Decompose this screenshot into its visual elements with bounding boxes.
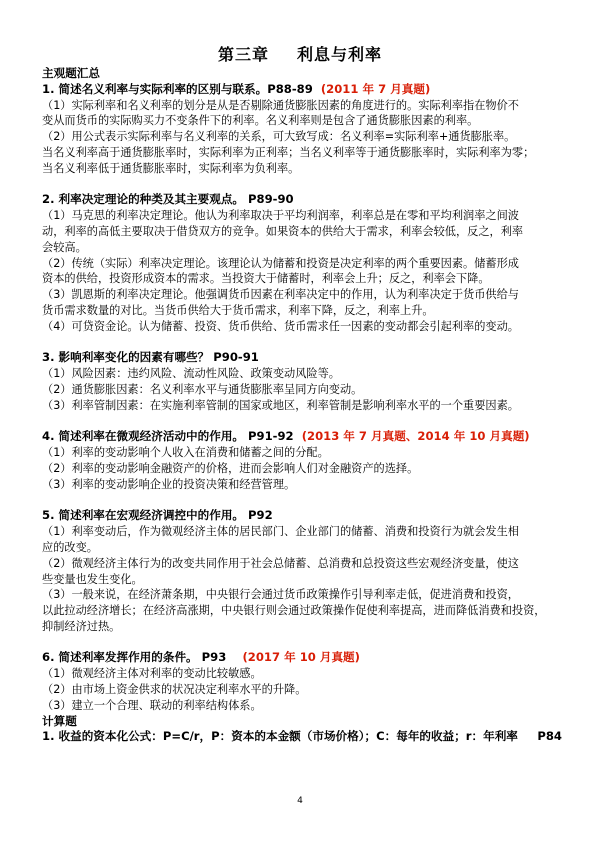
q2-line: （2）传统（实际）利率决定理论。该理论认为储蓄和投资是决定利率的两个重要因素。储蓄形成 [42, 256, 519, 270]
question-4-heading: 4. 简述利率在微观经济活动中的作用。 P91-92 (2013 年 7 月真题、2014 年 10 月真题) [42, 429, 530, 444]
q4-line: （1）利率的变动影响个人收入在消费和储蓄之间的分配。 [42, 446, 329, 460]
q6-line: （1）微观经济主体对利率的变动比较敏感。 [42, 667, 262, 681]
exam-tag: (2011 年 7 月真题) [320, 81, 431, 96]
q1-line: 变从而货币的实际购买力不变条件下的利率。名义利率则是包含了通货膨胀因素的利率。 [42, 114, 479, 128]
content [42, 66, 562, 745]
q4-line: （3）利率的变动影响企业的投资决策和经营管理。 [42, 477, 296, 491]
q5-line: 以此拉动经济增长；在经济高涨期，中央银行则会通过政策操作促使利率提高，进而降低消费和投资， [42, 604, 546, 618]
q1-line: 当名义利率低于通货膨胀率时，实际利率为负利率。 [42, 161, 300, 175]
exam-tag: (2013 年 7 月真题、2014 年 10 月真题) [301, 429, 530, 444]
q5-line: 应的改变。 [42, 540, 98, 554]
page-ref: P84 [537, 729, 562, 744]
q5-line: 些变量也发生变化。 [42, 572, 143, 586]
q2-line: 资本的供给，投资形成资本的需求。当投资大于储蓄时，利率会上升；反之，利率会下降。 [42, 272, 490, 286]
page-title [0, 42, 600, 65]
question-1-heading: 1. 简述名义利率与实际利率的区别与联系。P88-89 (2011 年 7 月真题) [42, 81, 431, 96]
q2-line: （4）可贷资金论。认为储蓄、投资、货币供给、货币需求任一因素的变动都会引起利率的变动。 [42, 319, 519, 333]
question-2-heading: 2. 利率决定理论的种类及其主要观点。 P89-90 [42, 192, 294, 207]
q5-line: （2）微观经济主体行为的改变共同作用于社会总储蓄、总消费和总投资这些宏观经济变量，使这 [42, 556, 519, 570]
question-3-heading: 3. 影响利率变化的因素有哪些？ P90-91 [42, 350, 259, 365]
q3-line: （2）通货膨胀因素：名义利率水平与通货膨胀率呈同方向变动。 [42, 382, 363, 396]
q1-line: （1）实际利率和名义利率的划分是从是否剔除通货膨胀因素的角度进行的。实际利率指在物价不 [42, 98, 519, 112]
calc-1-heading: 1. 收益的资本化公式：P=C/r，P：资本的本金额（市场价格）；C：每年的收益；r：年利率 P84 [42, 729, 562, 744]
q2-line: 货币需求数量的对比。当货币供给大于货币需求，利率下降，反之，利率上升。 [42, 303, 434, 317]
q5-line: （3）一般来说，在经济萧条期，中央银行会通过货币政策操作引导利率走低，促进消费和投资， [42, 588, 519, 602]
section-heading-calc: 计算题 [42, 713, 77, 728]
q2-line: 会较高。 [42, 240, 87, 254]
q2-line: （1）马克思的利率决定理论。他认为利率取决于平均利润率，利率总是在零和平均利润率之间波 [42, 209, 519, 223]
chapter-label: 第三章 [217, 45, 269, 64]
chapter-name: 利息与利率 [297, 45, 383, 64]
q6-line: （3）建立一个合理、联动的利率结构体系。 [42, 698, 262, 712]
question-6-heading: 6. 简述利率发挥作用的条件。 P93 (2017 年 10 月真题) [42, 650, 360, 665]
q5-line: （1）利率变动后，作为微观经济主体的居民部门、企业部门的储蓄、消费和投资行为就会发生相 [42, 525, 519, 539]
page-number: 4 [297, 796, 303, 806]
q1-line: 当名义利率高于通货膨胀率时，实际利率为正利率；当名义利率等于通货膨胀率时，实际利率为零； [42, 145, 535, 159]
q6-line: （2）由市场上资金供求的状况决定利率水平的升降。 [42, 683, 307, 697]
q2-line: （3）凯恩斯的利率决定理论。他强调货币因素在利率决定中的作用，认为利率决定于货币供给与 [42, 288, 519, 302]
section-heading-subjective: 主观题汇总 [42, 66, 100, 80]
question-5-heading: 5. 简述利率在宏观经济调控中的作用。 P92 [42, 508, 273, 523]
q3-line: （1）风险因素：违约风险、流动性风险、政策变动风险等。 [42, 367, 340, 381]
q2-line: 动，利率的高低主要取决于借贷双方的竞争。如果资本的供给大于需求，利率会较低，反之，利率 [42, 224, 524, 238]
q3-line: （3）利率管制因素：在实施利率管制的国家或地区，利率管制是影响利率水平的一个重要因素。 [42, 398, 519, 412]
q5-line: 抑制经济过热。 [42, 619, 121, 633]
exam-tag: (2017 年 10 月真题) [242, 650, 360, 665]
q1-line: （2）用公式表示实际利率与名义利率的关系，可大致写成：名义利率=实际利率+通货膨胀率。 [42, 130, 516, 144]
q4-line: （2）利率的变动影响金融资产的价格，进而会影响人们对金融资产的选择。 [42, 461, 419, 475]
